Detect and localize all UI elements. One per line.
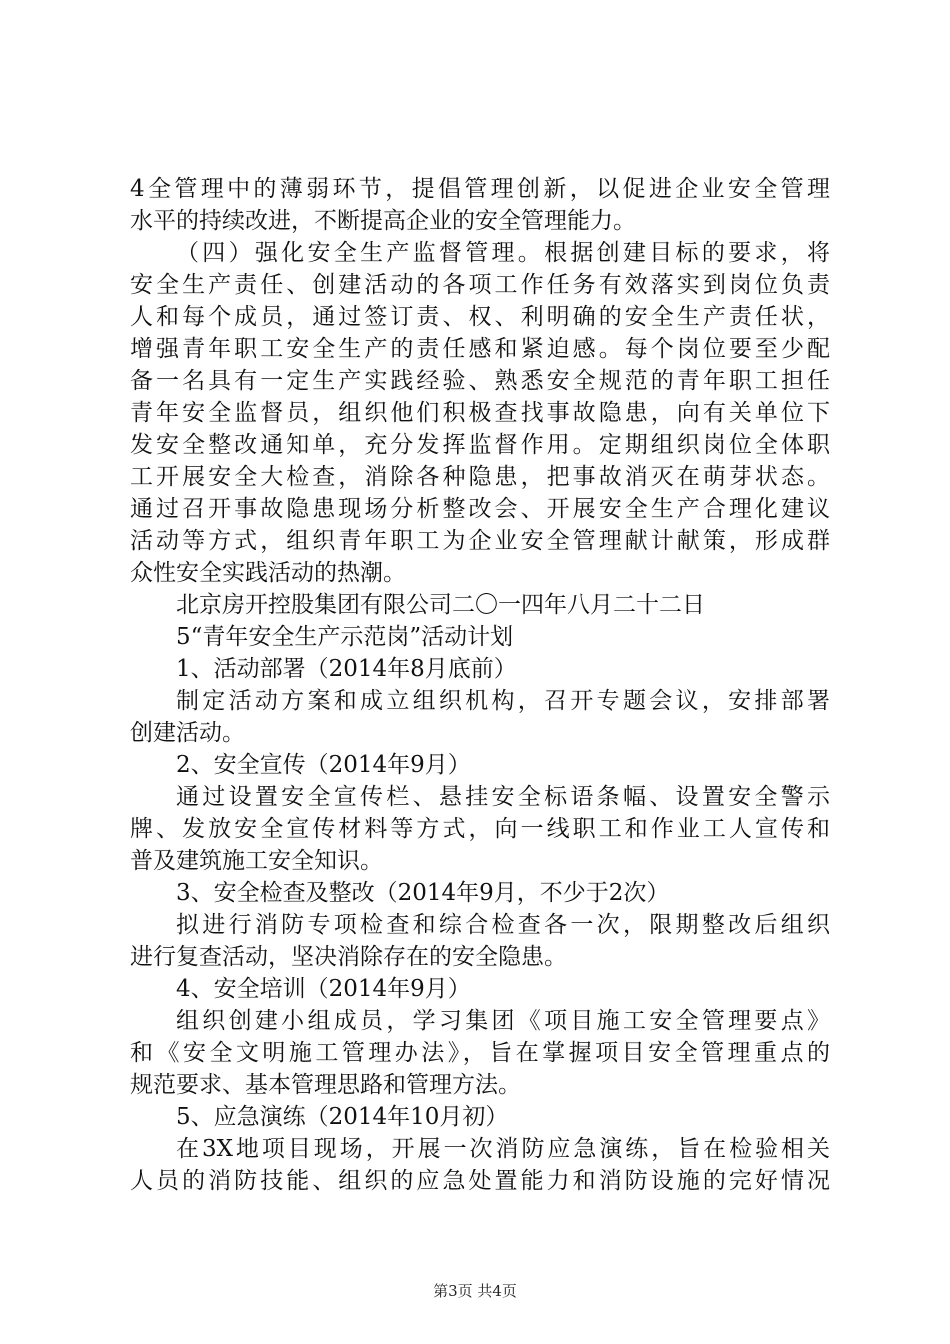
text-line: 通过召开事故隐患现场分析整改会、开展安全生产合理化建议 (130, 496, 830, 522)
text-line: 备一名具有一定生产实践经验、熟悉安全规范的青年职工担任 (130, 368, 830, 394)
text-line: 牌、发放安全宣传材料等方式，向一线职工和作业工人宣传和 (130, 816, 830, 842)
text-line: 人员的消防技能、组织的应急处置能力和消防设施的完好情况 (130, 1168, 830, 1194)
text-line: 4、安全培训（2014年9月） (176, 976, 471, 1002)
text-line: 青年安全监督员，组织他们积极查找事故隐患，向有关单位下 (130, 400, 830, 426)
text-line: 水平的持续改进，不断提高企业的安全管理能力。 (130, 208, 636, 234)
text-line: 创建活动。 (130, 720, 245, 746)
text-line: 在3X地项目现场，开展一次消防应急演练，旨在检验相关 (176, 1136, 830, 1162)
text-line: 3、安全检查及整改（2014年9月，不少于2次） (176, 880, 670, 906)
text-line: 增强青年职工安全生产的责任感和紧迫感。每个岗位要至少配 (130, 336, 830, 362)
text-line: 拟进行消防专项检查和综合检查各一次，限期整改后组织 (176, 912, 830, 938)
text-line: 普及建筑施工安全知识。 (130, 848, 383, 874)
text-line: 1、活动部署（2014年8月底前） (176, 656, 517, 682)
text-line: 4全管理中的薄弱环节，提倡管理创新，以促进企业安全管理 (130, 176, 830, 202)
text-line: 规范要求、基本管理思路和管理方法。 (130, 1072, 521, 1098)
text-line: 制定活动方案和成立组织机构，召开专题会议，安排部署 (176, 688, 830, 714)
text-line: 5“青年安全生产示范岗”活动计划 (176, 624, 514, 650)
text-line: 众性安全实践活动的热潮。 (130, 560, 406, 586)
text-line: 组织创建小组成员，学习集团《项目施工安全管理要点》 (176, 1008, 830, 1034)
text-line: 和《安全文明施工管理办法》，旨在掌握项目安全管理重点的 (130, 1040, 830, 1066)
text-line: 5、应急演练（2014年10月初） (176, 1104, 509, 1130)
text-line: 发安全整改通知单，充分发挥监督作用。定期组织岗位全体职 (130, 432, 830, 458)
text-line: （四）强化安全生产监督管理。根据创建目标的要求，将 (176, 240, 830, 266)
text-line: 北京房开控股集团有限公司二〇一四年八月二十二日 (176, 592, 705, 618)
text-line: 活动等方式，组织青年职工为企业安全管理献计献策，形成群 (130, 528, 830, 554)
text-line: 进行复查活动，坚决消除存在的安全隐患。 (130, 944, 567, 970)
document-body (130, 173, 830, 1197)
text-line: 安全生产责任、创建活动的各项工作任务有效落实到岗位负责 (130, 272, 830, 298)
text-line: 人和每个成员，通过签订责、权、利明确的安全生产责任状， (130, 304, 830, 330)
text-line: 通过设置安全宣传栏、悬挂安全标语条幅、设置安全警示 (176, 784, 830, 810)
text-line: 2、安全宣传（2014年9月） (176, 752, 471, 778)
page-footer: 第3页 共4页 (433, 1282, 517, 1300)
text-line: 工开展安全大检查，消除各种隐患，把事故消灭在萌芽状态。 (130, 464, 830, 490)
